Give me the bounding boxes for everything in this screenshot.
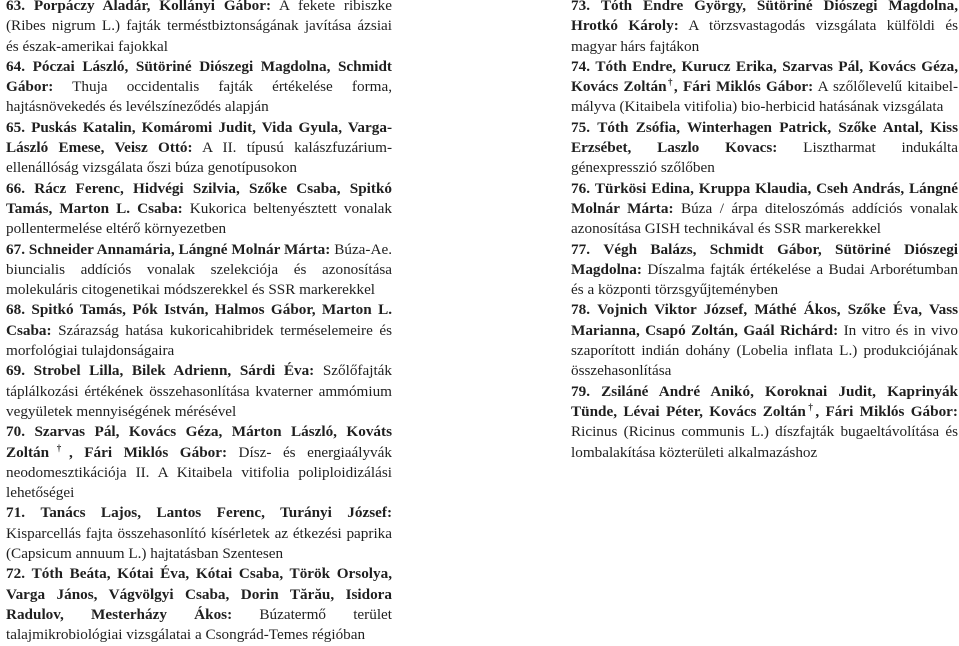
deceased-mark: † <box>49 442 69 453</box>
entry-authors: Tanács Lajos, Lantos Ferenc, Turányi József: <box>40 504 392 522</box>
deceased-mark: † <box>666 77 674 88</box>
list-item <box>6 564 392 645</box>
list-item <box>571 0 958 57</box>
entry-title: Thuja occidentalis fajták értékelése forma, hajtásnövekedés és levélszíneződés alapján <box>6 78 392 116</box>
entry-title: Díszalma fajták értékelése a Budai Arborétumban és a központi törzsgyűjteményben <box>571 260 958 299</box>
list-item <box>6 240 392 301</box>
entry-number: 79. <box>571 382 590 400</box>
entry-authors <box>571 383 958 420</box>
entry-authors: Türkösi Edina, Kruppa Klaudia, Cseh András, Lángné Molnár Márta: <box>571 179 958 217</box>
entry-number: 64. <box>6 57 25 75</box>
entry-authors-part: Szarvas Pál, Kovács Géza, Márton László, Kováts Zoltán <box>6 423 392 461</box>
entry-title: Dísz- és energiaályvák neodomesztikációja II. A Kitaibela vitifolia poliploidizálási lehetőségei <box>6 443 392 502</box>
deceased-mark: † <box>805 401 816 412</box>
list-item <box>571 57 958 118</box>
entry-title: A törzsvastagodás vizsgálata külföldi és magyar hárs fajtákon <box>571 17 958 55</box>
entry-authors: Porpáczy Aladár, Kollányi Gábor: <box>33 0 272 14</box>
list-item <box>6 179 392 240</box>
entry-number: 69. <box>6 362 25 380</box>
list-item <box>571 118 958 179</box>
entry-number: 76. <box>571 179 590 197</box>
list-item <box>6 0 392 57</box>
entry-number: 73. <box>571 0 590 14</box>
entry-authors: Végh Balázs, Schmidt Gábor, Sütöriné Diószegi Magdolna: <box>571 240 959 278</box>
entry-title: Kisparcellás fajta összehasonlító kísérletek az étkezési paprika (Capsicum annuum L.) hajtatásban Szentesen <box>6 524 392 563</box>
list-item <box>571 240 958 301</box>
entry-authors-part: , Fári Miklós Gábor: <box>68 443 228 461</box>
entry-number: 65. <box>6 118 25 136</box>
entry-title: Búzatermő terület talajmikrobiológiai vizsgálatai a Csongrád-Temes régióban <box>6 605 392 644</box>
entry-authors: Schneider Annamária, Lángné Molnár Márta: <box>28 240 331 258</box>
entry-authors: Vojnich Viktor József, Máthé Ákos, Szőke Éva, Vass Marianna, Csapó Zoltán, Gaál Richárd: <box>571 301 959 339</box>
entry-authors: Spitkó Tamás, Pók István, Halmos Gábor, Marton L. Csaba: <box>6 301 392 339</box>
entry-number: 67. <box>6 240 25 258</box>
entry-number: 74. <box>571 57 590 75</box>
entry-number: 71. <box>6 504 25 522</box>
entry-number: 77. <box>571 240 590 258</box>
entry-authors: Tóth Beáta, Kótai Éva, Kótai Csaba, Török Orsolya, Varga János, Vágvölgyi Csaba, Dorin Tărău, Isidora Radulov, Mesterházy Ákos: <box>6 565 393 623</box>
entry-title: Lisztharmat indukálta génexpresszió szőlőben <box>571 139 959 177</box>
entry-title: Kukorica beltenyésztett vonalak pollentermelése eltérő környezetben <box>6 199 392 238</box>
entry-authors: Póczai László, Sütöriné Diószegi Magdolna, Schmidt Gábor: <box>6 57 392 96</box>
entry-number: 70. <box>6 423 25 441</box>
entry-authors-part: Zsiláné André Anikó, Koroknai Judit, Kaprinyák Tünde, Lévai Péter, Kovács Zoltán <box>571 382 959 420</box>
entry-title: Szárazság hatása kukoricahibridek terméselemeire és morfológiai tulajdonságaira <box>6 321 392 360</box>
list-item <box>6 503 392 564</box>
list-item <box>571 179 958 240</box>
entry-authors-part: Tóth Endre, Kurucz Erika, Szarvas Pál, Kovács Géza, Kovács Zoltán <box>571 57 958 96</box>
list-item <box>6 300 392 361</box>
list-item <box>6 118 392 179</box>
entry-number: 75. <box>571 118 590 136</box>
list-item <box>6 422 392 503</box>
entry-authors: Tóth Endre György, Sütöriné Diószegi Magdolna, Hrotkó Károly: <box>571 0 959 35</box>
entry-number: 66. <box>6 179 25 197</box>
entry-title: Szőlőfajták táplálkozási értékének összehasonlítása kvaterner ammómium vegyületek mennyiségének mérésével <box>6 362 392 420</box>
entry-authors: Tóth Zsófia, Winterhagen Patrick, Szőke Antal, Kiss Erzsébet, Laszlo Kovacs: <box>571 118 959 157</box>
entry-title: A II. típusú kalászfuzárium-ellenállóság vizsgálata őszi búza genotípusokon <box>6 139 393 177</box>
entry-title: A szőlőlevelű kitaibel-mályva (Kitaibela vitifolia) bio-herbicid hatásának vizsgálata <box>571 78 958 116</box>
entry-number: 63. <box>6 0 25 14</box>
entry-title: In vitro és in vivo szaporított indián dohány (Lobelia inflata L.) produkciójának összehasonlítása <box>571 321 958 380</box>
entry-title: Búza-Ae. biuncialis addíciós vonalak szelekciója és azonosítása molekuláris citogenetikai módszerekkel és SSR markerekkel <box>6 240 392 299</box>
entry-number: 72. <box>6 565 25 583</box>
list-item <box>571 300 958 381</box>
entry-title: Búza / árpa diteloszómás addíciós vonalak azonosítása GISH technikával és SSR markerekkel <box>571 199 959 238</box>
entry-title: Ricinus (Ricinus communis L.) díszfajták bugaeltávolítása és lombalakítása közterületi alkalmazáshoz <box>571 423 958 461</box>
entry-number: 78. <box>571 301 590 319</box>
entry-number: 68. <box>6 301 25 319</box>
entry-authors-part: , Fári Miklós Gábor: <box>673 78 814 96</box>
right-column <box>571 0 958 463</box>
list-item <box>6 361 392 422</box>
list-item <box>571 382 958 463</box>
entry-authors: Strobel Lilla, Bilek Adrienn, Sárdi Éva: <box>33 362 315 380</box>
entry-title: A fekete ribiszke (Ribes nigrum L.) fajták terméstbiztonságának javítása ázsiai és észak-amerikai fajokkal <box>6 0 392 55</box>
left-column <box>6 0 392 646</box>
list-item <box>6 57 392 118</box>
entry-authors: Puskás Katalin, Komáromi Judit, Vida Gyula, Varga-László Emese, Veisz Ottó: <box>6 118 393 157</box>
entry-authors-part: , Fári Miklós Gábor: <box>815 402 958 420</box>
entry-authors: Rácz Ferenc, Hidvégi Szilvia, Szőke Csaba, Spitkó Tamás, Marton L. Csaba: <box>6 179 393 217</box>
